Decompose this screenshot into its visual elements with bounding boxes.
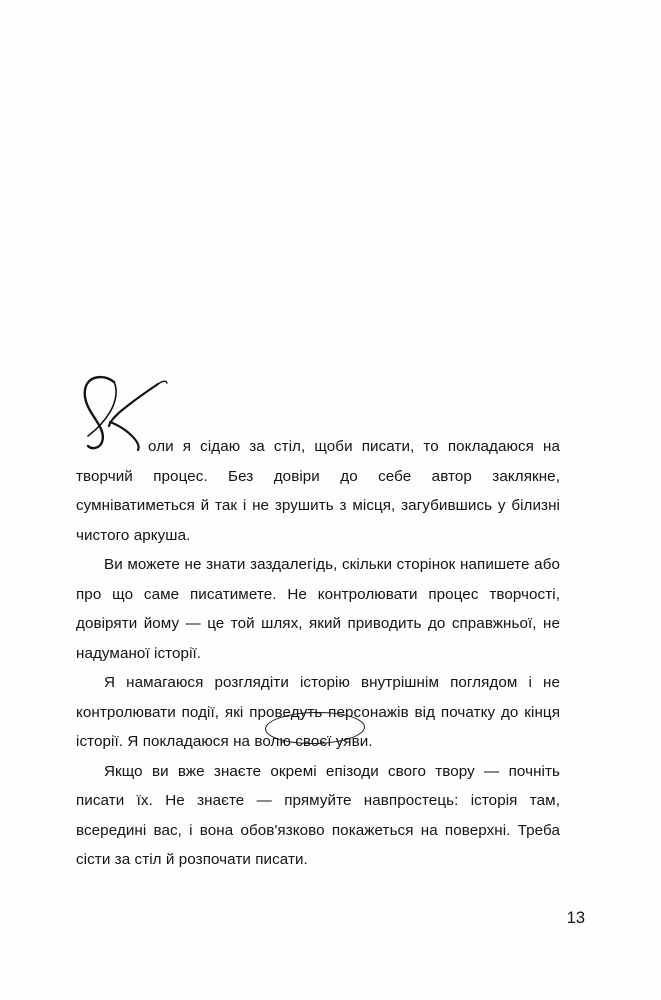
paragraph-3: Я намагаюся розглядіти історію внутрішнім поглядом і не контролювати події, які проведуть персонажів від початку до кінця історії. Я покладаюся на волю своєї уяви. (76, 674, 560, 750)
paragraph-2: Ви можете не знати заздалегідь, скільки сторінок напишете або про що саме писатимете. Не контролювати процес творчості, довіряти йому — це той шлях, який приводить до справжньої, не надуманої історії. (76, 556, 560, 662)
body-text (76, 432, 560, 875)
paragraph-1: оли я сідаю за стіл, щоби писати, то покладаюся на творчий процес. Без довіри до себе автор заклякне, сумніватиметься й так і не зрушить з місця, загубившись у білизні чистого аркуша. (76, 438, 560, 544)
paragraph-4: Якщо ви вже знаєте окремі епізоди свого твору — почніть писати їх. Не знаєте — прямуйте навпростець: історія там, всередині вас, і вона обов'язково покажеться на поверхні. Треба сісти за стіл й розпочати писати. (76, 762, 560, 868)
page-number: 13 (566, 909, 585, 927)
